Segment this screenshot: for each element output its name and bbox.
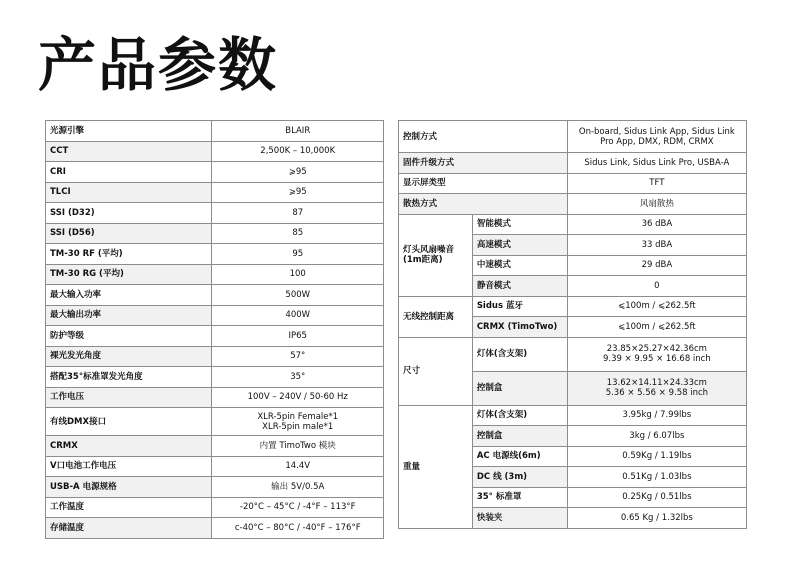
spec-value: ⩽100m / ⩽262.5ft <box>567 296 746 317</box>
spec-value: ⩾95 <box>212 162 384 183</box>
spec-key: 控制方式 <box>399 121 568 153</box>
spec-key: 重量 <box>399 405 473 528</box>
spec-value: ⩾95 <box>212 182 384 203</box>
spec-row-size <box>399 337 747 371</box>
spec-key: 工作电压 <box>46 387 212 408</box>
spec-key: 光源引擎 <box>46 121 212 142</box>
spec-value: 0.51Kg / 1.03lbs <box>567 467 746 488</box>
spec-key: 最大输出功率 <box>46 305 212 326</box>
spec-subkey: 灯体(含支架) <box>472 337 567 371</box>
spec-key: CRMX <box>46 436 212 457</box>
spec-row <box>46 387 384 408</box>
spec-value: 35° <box>212 367 384 388</box>
spec-row-display <box>399 173 747 194</box>
spec-value: IP65 <box>212 326 384 347</box>
spec-row <box>46 223 384 244</box>
spec-key: 存储温度 <box>46 518 212 539</box>
spec-key: SSI (D56) <box>46 223 212 244</box>
spec-subkey: DC 线 (3m) <box>472 467 567 488</box>
spec-value: 29 dBA <box>567 255 746 276</box>
spec-value: 85 <box>212 223 384 244</box>
spec-row <box>46 141 384 162</box>
spec-row-weight <box>399 405 747 426</box>
page-title: 产品参数 <box>38 31 279 99</box>
spec-row <box>46 264 384 285</box>
spec-value: ⩽100m / ⩽262.5ft <box>567 317 746 338</box>
spec-row <box>46 436 384 457</box>
spec-subkey: 灯体(含支架) <box>472 405 567 426</box>
spec-key: 散热方式 <box>399 194 568 215</box>
spec-row <box>46 408 384 436</box>
spec-value: XLR-5pin Female*1 XLR-5pin male*1 <box>212 408 384 436</box>
spec-subkey: AC 电源线(6m) <box>472 446 567 467</box>
spec-key: TLCI <box>46 182 212 203</box>
spec-key: 显示屏类型 <box>399 173 568 194</box>
spec-value: TFT <box>567 173 746 194</box>
spec-row-firmware <box>399 153 747 174</box>
spec-row <box>46 203 384 224</box>
spec-key: 固件升级方式 <box>399 153 568 174</box>
spec-row-cooling <box>399 194 747 215</box>
spec-key: 尺寸 <box>399 337 473 405</box>
spec-row <box>46 244 384 265</box>
spec-value: 0.59Kg / 1.19lbs <box>567 446 746 467</box>
spec-key: USB-A 电源规格 <box>46 477 212 498</box>
spec-subkey: 快装夹 <box>472 508 567 529</box>
spec-value: 23.85×25.27×42.36cm 9.39 × 9.95 × 16.68 inch <box>567 337 746 371</box>
spec-value: c-40°C – 80°C / -40°F – 176°F <box>212 518 384 539</box>
spec-value: 87 <box>212 203 384 224</box>
spec-row <box>46 477 384 498</box>
spec-subkey: 控制盒 <box>472 371 567 405</box>
spec-subkey: Sidus 蓝牙 <box>472 296 567 317</box>
spec-value: 14.4V <box>212 456 384 477</box>
spec-row <box>46 162 384 183</box>
spec-value: On-board, Sidus Link App, Sidus Link Pro App, DMX, RDM, CRMX <box>567 121 746 153</box>
specs-table-right <box>398 120 747 529</box>
spec-value: 风扇散热 <box>567 194 746 215</box>
spec-value: 400W <box>212 305 384 326</box>
spec-subkey: 35° 标准罩 <box>472 487 567 508</box>
spec-key: CRI <box>46 162 212 183</box>
spec-row <box>46 121 384 142</box>
spec-value: 13.62×14.11×24.33cm 5.36 × 5.56 × 9.58 inch <box>567 371 746 405</box>
spec-key: TM-30 RG (平均) <box>46 264 212 285</box>
spec-row <box>46 497 384 518</box>
spec-value: 33 dBA <box>567 235 746 256</box>
spec-row-control <box>399 121 747 153</box>
spec-key: 有线DMX接口 <box>46 408 212 436</box>
spec-row-wireless <box>399 296 747 317</box>
spec-value: 0.25Kg / 0.51lbs <box>567 487 746 508</box>
spec-key: 最大输入功率 <box>46 285 212 306</box>
spec-row <box>46 346 384 367</box>
spec-subkey: CRMX (TimoTwo) <box>472 317 567 338</box>
spec-value: 3kg / 6.07lbs <box>567 426 746 447</box>
spec-row <box>46 326 384 347</box>
spec-subkey: 智能模式 <box>472 214 567 235</box>
spec-value: 2,500K – 10,000K <box>212 141 384 162</box>
spec-row <box>46 305 384 326</box>
spec-value: 100 <box>212 264 384 285</box>
spec-row <box>46 456 384 477</box>
spec-subkey: 静音模式 <box>472 276 567 297</box>
spec-key: 灯头风扇噪音 (1m距离) <box>399 214 473 296</box>
spec-value: 500W <box>212 285 384 306</box>
spec-key: 防护等级 <box>46 326 212 347</box>
specs-table-left <box>45 120 384 539</box>
spec-key: 搭配35°标准罩发光角度 <box>46 367 212 388</box>
spec-key: CCT <box>46 141 212 162</box>
spec-value: -20°C – 45°C / -4°F – 113°F <box>212 497 384 518</box>
spec-value: Sidus Link, Sidus Link Pro, USBA-A <box>567 153 746 174</box>
spec-value: 输出 5V/0.5A <box>212 477 384 498</box>
spec-value: 3.95kg / 7.99lbs <box>567 405 746 426</box>
spec-value: 57° <box>212 346 384 367</box>
spec-key: 裸光发光角度 <box>46 346 212 367</box>
spec-row <box>46 518 384 539</box>
spec-value: BLAIR <box>212 121 384 142</box>
spec-value: 36 dBA <box>567 214 746 235</box>
spec-value: 100V – 240V / 50-60 Hz <box>212 387 384 408</box>
spec-row <box>46 367 384 388</box>
spec-row <box>46 285 384 306</box>
spec-row <box>46 182 384 203</box>
spec-key: V口电池工作电压 <box>46 456 212 477</box>
spec-value: 0.65 Kg / 1.32lbs <box>567 508 746 529</box>
spec-subkey: 控制盒 <box>472 426 567 447</box>
spec-row-noise <box>399 214 747 235</box>
spec-key: TM-30 RF (平均) <box>46 244 212 265</box>
spec-key: SSI (D32) <box>46 203 212 224</box>
spec-subkey: 高速模式 <box>472 235 567 256</box>
spec-value: 0 <box>567 276 746 297</box>
spec-subkey: 中速模式 <box>472 255 567 276</box>
spec-key: 工作温度 <box>46 497 212 518</box>
spec-value: 95 <box>212 244 384 265</box>
spec-value: 内置 TimoTwo 模块 <box>212 436 384 457</box>
spec-key: 无线控制距离 <box>399 296 473 337</box>
